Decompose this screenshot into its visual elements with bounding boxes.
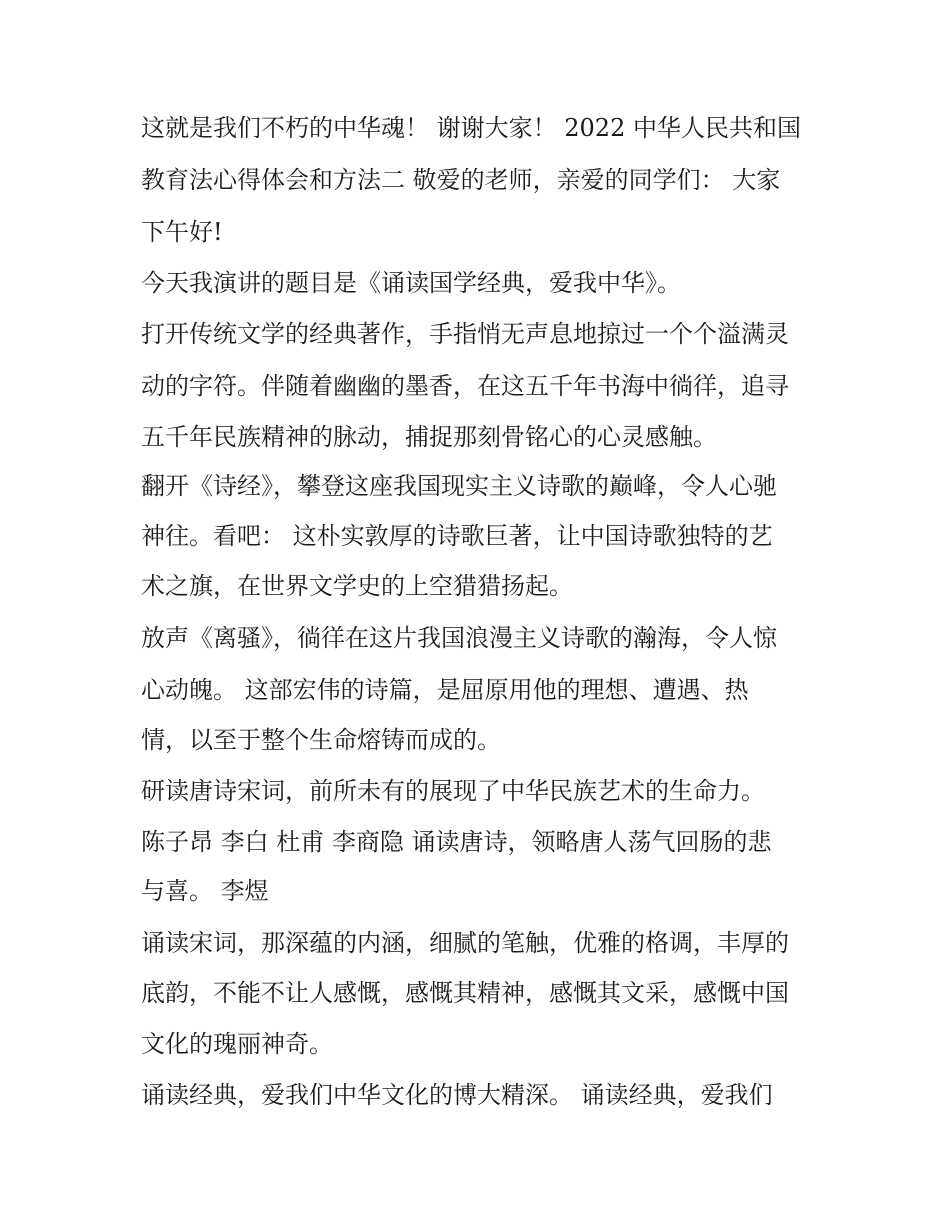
- text-line: 放声《离骚》，徜徉在这片我国浪漫主义诗歌的瀚海，令人惊: [141, 624, 777, 652]
- text-line: 今天我演讲的题目是《诵读国学经典，爱我中华》。: [141, 269, 681, 297]
- text-line: 底韵，不能不让人感慨，感慨其精神，感慨其文采，感慨中国: [141, 979, 789, 1007]
- text-line: 动的字符。伴随着幽幽的墨香，在这五千年书海中徜徉，追寻: [141, 372, 789, 400]
- text-line: 下午好!: [141, 218, 223, 246]
- text-line: 心动魄。 这部宏伟的诗篇，是屈原用他的理想、遭遇、热: [141, 676, 749, 704]
- text-line: 情，以至于整个生命熔铸而成的。: [141, 726, 501, 754]
- text-line: 教育法心得体会和方法二 敬爱的老师，亲爱的同学们： 大家: [141, 166, 781, 194]
- text-line: 诵读宋词，那深蕴的内涵，细腻的笔触，优雅的格调，丰厚的: [141, 929, 789, 957]
- text-line: 术之旗，在世界文学史的上空猎猎扬起。: [141, 572, 573, 600]
- text-line: 神往。看吧： 这朴实敦厚的诗歌巨著，让中国诗歌独特的艺: [141, 522, 773, 550]
- text-line: 与喜。 李煜: [141, 877, 269, 905]
- text-line: 诵读经典，爱我们中华文化的博大精深。 诵读经典，爱我们: [141, 1081, 773, 1109]
- text-line: 五千年民族精神的脉动，捕捉那刻骨铭心的心灵感触。: [141, 423, 717, 451]
- text-line: 文化的瑰丽神奇。: [141, 1030, 333, 1058]
- text-line: 翻开《诗经》，攀登这座我国现实主义诗歌的巅峰，令人心驰: [141, 472, 777, 500]
- text-line: 打开传统文学的经典著作，手指悄无声息地掠过一个个溢满灵: [141, 320, 789, 348]
- text-line: 陈子昂 李白 杜甫 李商隐 诵读唐诗，领略唐人荡气回肠的悲: [141, 828, 772, 856]
- text-line: 研读唐诗宋词，前所未有的展现了中华民族艺术的生命力。: [141, 777, 765, 805]
- text-line: 这就是我们不朽的中华魂！ 谢谢大家！ 2022 中华人民共和国: [141, 114, 801, 142]
